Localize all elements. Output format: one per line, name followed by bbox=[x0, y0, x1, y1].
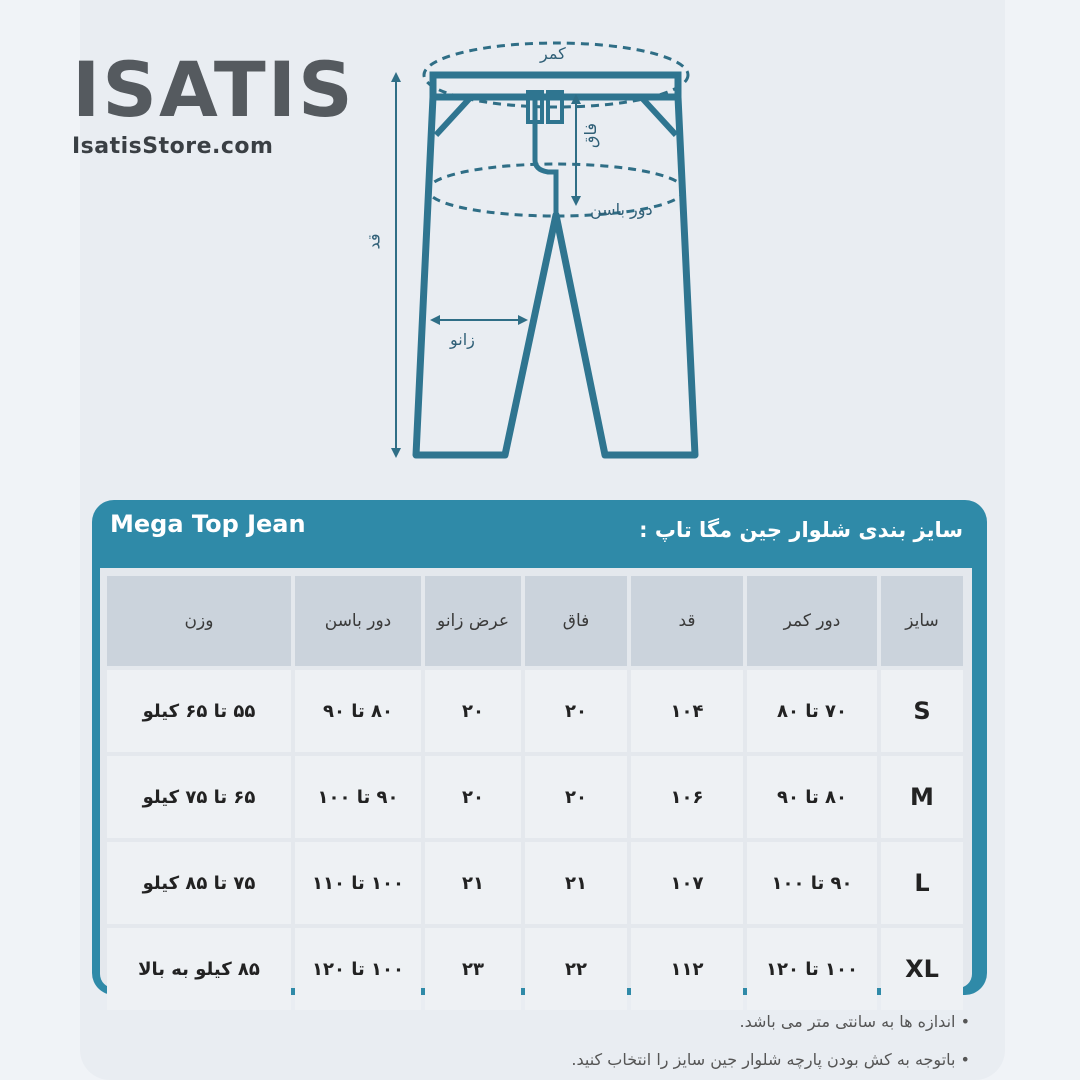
cell-weight: ۶۵ تا ۷۵ کیلو bbox=[107, 756, 291, 838]
cell-weight: ۵۵ تا ۶۵ کیلو bbox=[107, 670, 291, 752]
size-table-header bbox=[92, 500, 987, 568]
cell-length: ۱۱۲ bbox=[631, 928, 743, 1010]
note-units: • اندازه ها به سانتی متر می باشد. bbox=[739, 1012, 970, 1031]
cell-rise: ۲۱ bbox=[525, 842, 627, 924]
header-size: سایز bbox=[881, 576, 963, 666]
note-stretch: • باتوجه به کش بودن پارچه شلوار جین سایز را انتخاب کنید. bbox=[571, 1050, 970, 1069]
product-name: Mega Top Jean bbox=[110, 510, 306, 538]
header-length: قد bbox=[631, 576, 743, 666]
cell-knee: ۲۱ bbox=[425, 842, 521, 924]
cell-weight: ۷۵ تا ۸۵ کیلو bbox=[107, 842, 291, 924]
cell-rise: ۲۰ bbox=[525, 756, 627, 838]
cell-size: L bbox=[881, 842, 963, 924]
pants-diagram bbox=[0, 0, 1080, 500]
table-row bbox=[107, 842, 963, 924]
rise-label: فاق bbox=[580, 123, 600, 148]
cell-weight: ۸۵ کیلو به بالا bbox=[107, 928, 291, 1010]
cell-knee: ۲۳ bbox=[425, 928, 521, 1010]
table-row bbox=[107, 756, 963, 838]
cell-size: XL bbox=[881, 928, 963, 1010]
cell-waist: ۹۰ تا ۱۰۰ bbox=[747, 842, 877, 924]
hip-label: دور باسن bbox=[590, 200, 653, 219]
cell-hip: ۱۰۰ تا ۱۱۰ bbox=[295, 842, 421, 924]
cell-waist: ۷۰ تا ۸۰ bbox=[747, 670, 877, 752]
header-weight: وزن bbox=[107, 576, 291, 666]
size-table bbox=[103, 572, 967, 1014]
header-knee: عرض زانو bbox=[425, 576, 521, 666]
cell-size: M bbox=[881, 756, 963, 838]
table-row bbox=[107, 670, 963, 752]
size-table-title: سایز بندی شلوار جین مگا تاپ : bbox=[639, 518, 963, 542]
header-hip: دور باسن bbox=[295, 576, 421, 666]
size-notes bbox=[571, 1003, 970, 1079]
logo-url: IsatisStore.com bbox=[72, 134, 274, 159]
cell-knee: ۲۰ bbox=[425, 670, 521, 752]
cell-hip: ۹۰ تا ۱۰۰ bbox=[295, 756, 421, 838]
pants-outline bbox=[416, 97, 695, 455]
cell-size: S bbox=[881, 670, 963, 752]
cell-hip: ۱۰۰ تا ۱۲۰ bbox=[295, 928, 421, 1010]
cell-length: ۱۰۴ bbox=[631, 670, 743, 752]
cell-length: ۱۰۶ bbox=[631, 756, 743, 838]
cell-rise: ۲۰ bbox=[525, 670, 627, 752]
length-label: قد bbox=[364, 233, 384, 250]
header-waist: دور کمر bbox=[747, 576, 877, 666]
cell-hip: ۸۰ تا ۹۰ bbox=[295, 670, 421, 752]
cell-length: ۱۰۷ bbox=[631, 842, 743, 924]
cell-waist: ۸۰ تا ۹۰ bbox=[747, 756, 877, 838]
table-header-row bbox=[107, 576, 963, 666]
waist-label: کمر bbox=[540, 44, 566, 63]
cell-rise: ۲۲ bbox=[525, 928, 627, 1010]
left-pocket bbox=[436, 98, 470, 135]
right-pocket bbox=[642, 98, 676, 135]
fly-seam bbox=[535, 97, 556, 215]
cell-knee: ۲۰ bbox=[425, 756, 521, 838]
knee-label: زانو bbox=[450, 330, 475, 349]
cell-waist: ۱۰۰ تا ۱۲۰ bbox=[747, 928, 877, 1010]
header-rise: فاق bbox=[525, 576, 627, 666]
logo-mark: ISATIS bbox=[72, 45, 355, 134]
table-row bbox=[107, 928, 963, 1010]
